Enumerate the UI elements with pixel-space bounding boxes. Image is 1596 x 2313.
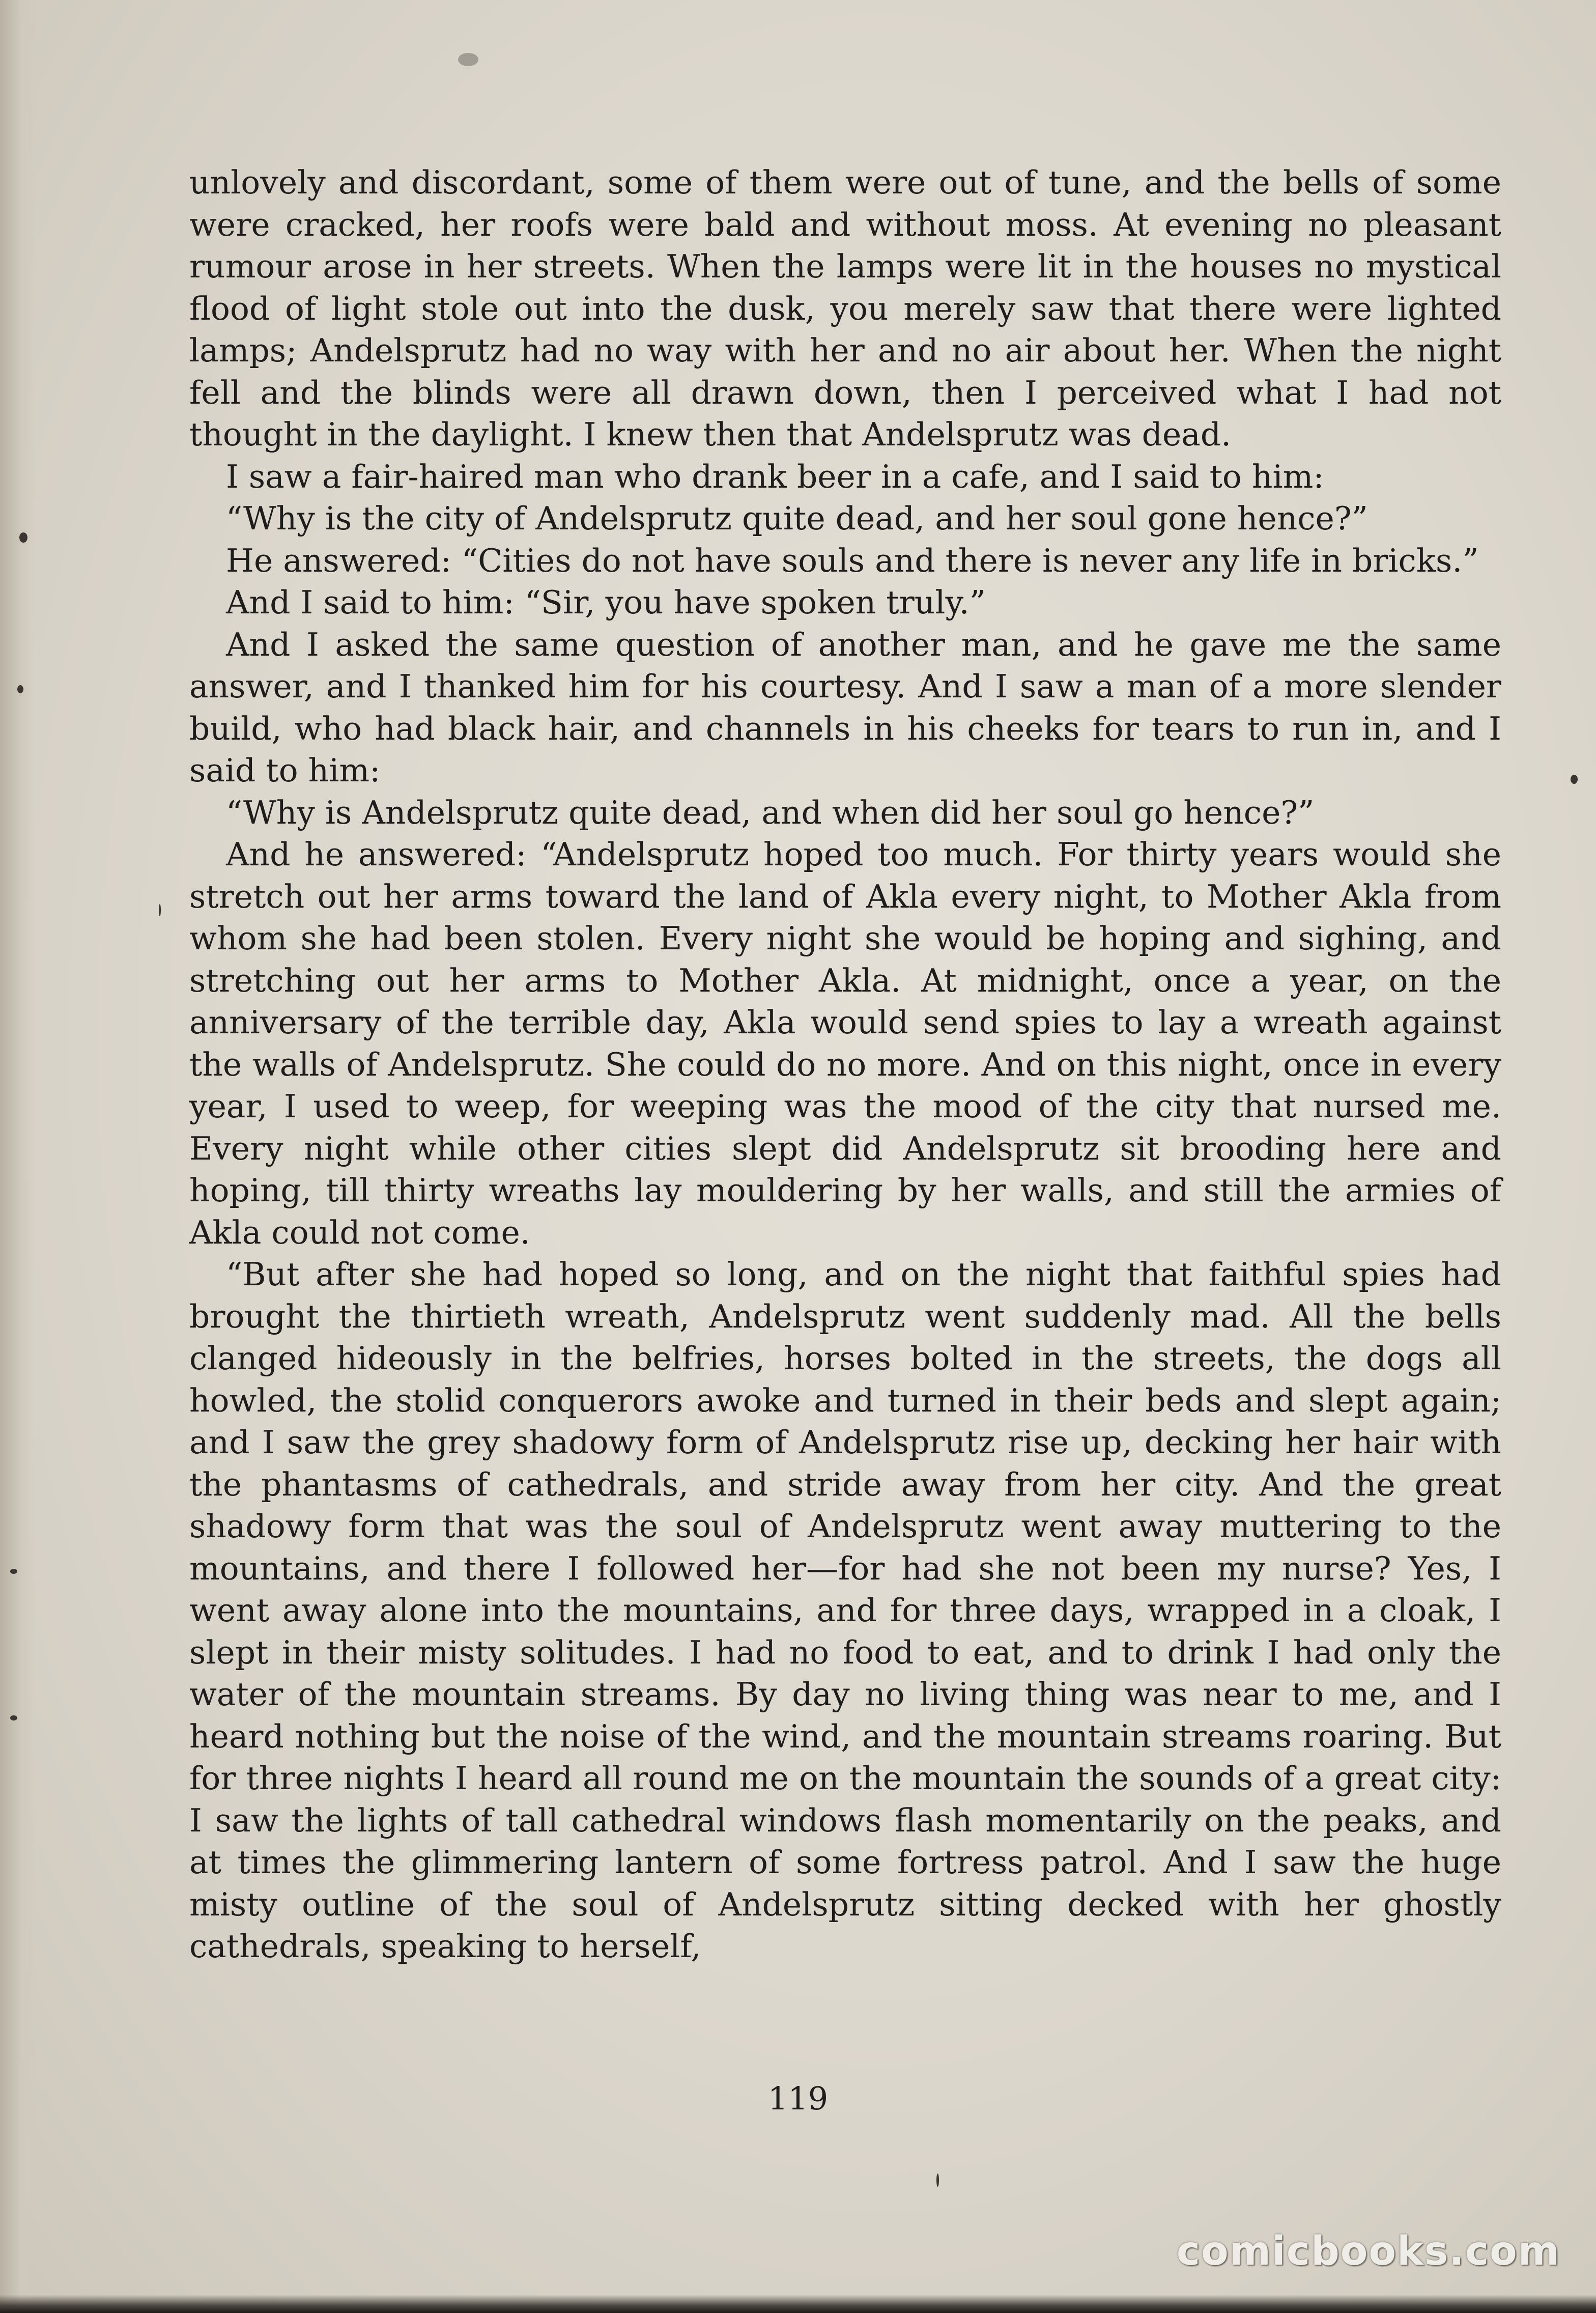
paragraph: And I asked the same question of another man, and he gave me the same answer, and I thanked him for his courtesy. And I saw a man of a more slender build, who had black hair, and channels in his cheeks for tears to run in, and I said to him: (189, 626, 1501, 789)
paragraph: He answered: “Cities do not have souls and there is never any life in bricks.” (226, 542, 1479, 579)
paper-speck (458, 53, 478, 66)
paper-speck (1571, 775, 1578, 784)
paragraph: And he answered: “Andelsprutz hoped too much. For thirty years would she stretch out her arms toward the land of Akla every night, to Mother Akla from whom she had been stolen. Every night she would be hoping and sighing, and stretching out her arms to Mother Akla. At midnight, once a year, on the anniversary of the terrible day, Akla would send spies to lay a wreath against the walls of Andelsprutz. She could do no more. And on this night, once in every year, I used to weep, for weeping was the mood of the city that nursed me. Every night while other cities slept did Andelsprutz sit brooding here and hoping, till thirty wreaths lay mouldering by her walls, and still the armies of Akla could not come. (189, 836, 1501, 1251)
paragraph: “Why is the city of Andelsprutz quite dead, and her soul gone hence?” (226, 500, 1368, 537)
paragraph: And I said to him: “Sir, you have spoken truly.” (226, 584, 986, 621)
page-number: 119 (767, 2080, 829, 2117)
paper-speck (10, 1715, 17, 1720)
paragraph: unlovely and discordant, some of them were out of tune, and the bells of some were cracked, her roofs were bald and without moss. At evening no pleasant rumour arose in her streets. When the lamps were lit in the houses no mystical flood of light stole out into the dusk, you merely saw that there were lighted lamps; Andelsprutz had no way with her and no air about her. When the night fell and the blinds were all drawn down, then I perceived what I had not thought in the daylight. I knew then that Andelsprutz was dead. (189, 164, 1501, 453)
paragraph: I saw a fair-haired man who drank beer in a cafe, and I said to him: (226, 458, 1324, 495)
page-bottom-edge (0, 2295, 1596, 2313)
body-text (189, 162, 1501, 1968)
paragraph: “Why is Andelsprutz quite dead, and when did her soul go hence?” (226, 794, 1315, 831)
paper-speck (17, 685, 23, 693)
paper-speck (10, 1569, 17, 1574)
paragraph: “But after she had hoped so long, and on the night that faithful spies had brought the thirtieth wreath, Andelsprutz went suddenly mad. All the bells clanged hideously in the belfries, horses bolted in the streets, the dogs all howled, the stolid conquerors awoke and turned in their beds and slept again; and I saw the grey shadowy form of Andelsprutz rise up, decking her hair with the phantasms of cathedrals, and stride away from her city. And the great shadowy form that was the soul of Andelsprutz went away muttering to the mountains, and there I followed her—for had she not been my nurse? Yes, I went away alone into the mountains, and for three days, wrapped in a cloak, I slept in their misty solitudes. I had no food to eat, and to drink I had only the water of the mountain streams. By day no living thing was near to me, and I heard nothing but the noise of the wind, and the mountain streams roaring. But for three nights I heard all round me on the mountain the sounds of a great city: I saw the lights of tall cathedral windows flash momentarily on the peaks, and at times the glimmering lantern of some fortress patrol. And I saw the huge misty outline of the soul of Andelsprutz sitting decked with her ghostly cathedrals, speaking to herself, (189, 1256, 1501, 1965)
binding-shadow (0, 0, 36, 2313)
watermark-text: comicbooks.com (1176, 2229, 1560, 2274)
paper-speck (19, 532, 27, 543)
paper-speck (936, 2174, 939, 2187)
paper-speck (159, 904, 161, 916)
